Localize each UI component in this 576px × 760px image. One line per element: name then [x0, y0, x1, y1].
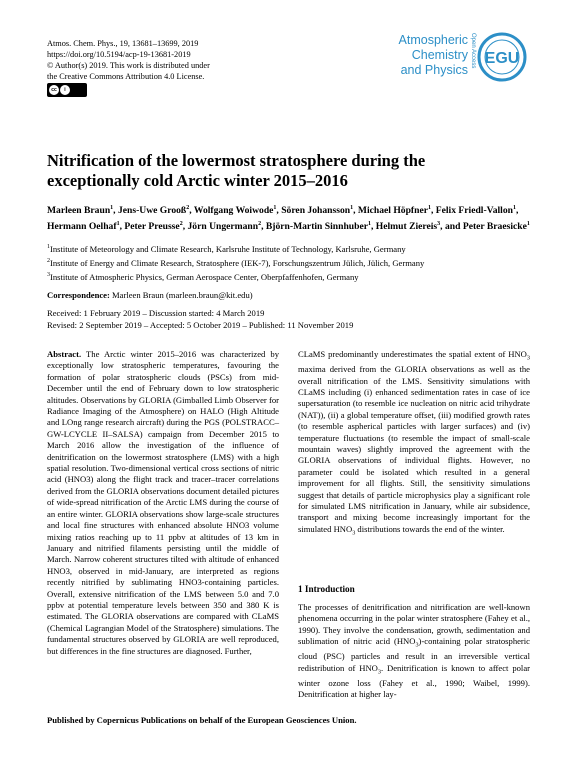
author-name: Wolfgang Woiwode [193, 205, 274, 217]
author-name: Jens-Uwe Grooß [117, 205, 187, 217]
doi-link[interactable]: https://doi.org/10.5194/acp-19-13681-2019 [47, 50, 191, 59]
author-affiliation-marker: 1 [273, 205, 277, 211]
publisher-footer: Published by Copernicus Publications on behalf of the European Geosciences Union. [47, 715, 357, 725]
license: the Creative Commons Attribution 4.0 License. [47, 72, 205, 81]
author-affiliation-marker: 2 [186, 205, 190, 211]
author-name: Peter Preusse [124, 220, 180, 232]
author-name: Björn-Martin Sinnhuber [265, 220, 368, 232]
correspondence [47, 290, 537, 300]
citation: Atmos. Chem. Phys., 19, 13681–13699, 2019 [47, 39, 199, 48]
section-heading-introduction: 1 Introduction [298, 584, 355, 594]
author-name: Marleen Braun [47, 205, 111, 217]
author-affiliation-marker: 3 [437, 220, 441, 227]
correspondence-label: Correspondence: [47, 290, 110, 300]
cc-by-license-icon[interactable] [47, 83, 87, 97]
open-access-label: Open Access [470, 33, 476, 69]
egu-logo-icon [476, 32, 528, 82]
author-affiliation-marker: 1 [526, 220, 530, 227]
author-affiliation-marker: 2 [258, 220, 262, 227]
abstract-text: The Arctic winter 2015–2016 was characterized by exceptionally low stratospheric temperatures, favouring the formation of polar stratospheric clouds (PSCs) from mid-December until the end of February down to low stratospheric altitudes. Observations by GLORIA (Gimballed Limb Observer for Radiance Imaging of the Atmosphere) on HALO (High Altitude and LOng range research aircraft) during the PGS (POLSTRACC–GW-LCYCLE II–SALSA) campaign from December 2015 to March 2016 allow the investigation of the influence of denitrification on the lowermost stratosphere (LMS) with a high spatial resolution. Two-dimensional vertical cross sections of nitric acid (HNO3) along the flight track and tracer–tracer correlations derived from the GLORIA observations document detailed pictures of wide-spread nitrification of the Arctic LMS during the course of an entire winter. GLORIA observations show large-scale structures and local fine structures with enhanced absolute HNO3 volume mixing ratios reaching up to 11 ppbv at altitudes of 13 km in January and nitrified filaments persisting until the middle of March. Narrow coherent structures tilted with altitude of enhanced HNO3, observed in mid-January, are interpreted as regions recently nitrified by sublimating HNO3-containing particles. Overall, extensive nitrification of the LMS between 5.0 and 7.0 ppbv at potential temperature levels between 350 and 380 K is estimated. The GLORIA observations are compared with CLaMS (Chemical Lagrangian Model of the Stratosphere) simulations. The fundamental structures observed by GLORIA are well reproduced, but differences in the fine structures are diagnosed. Further, [47, 349, 279, 656]
author-affiliation-marker: 1 [350, 205, 354, 211]
egu-logo-text: EGU [484, 50, 520, 67]
author-affiliation-marker: 1 [110, 205, 114, 211]
author-affiliation-marker: 1 [368, 220, 371, 227]
author-name: Helmut Ziereis [375, 220, 438, 232]
affiliations [47, 241, 537, 283]
author-affiliation-marker: 2 [179, 220, 183, 227]
affiliation-item: $^3$Institute of Atmospheric Physics, German Aerospace Center, Oberpfaffenhofen, Germany [47, 271, 359, 282]
author-name: Michael Höpfner [357, 205, 428, 217]
cc-icon: cc [49, 85, 59, 95]
author-affiliation-marker: 1 [512, 205, 516, 211]
author-name: Hermann Oelhaf [47, 220, 117, 232]
abstract-continued: CLaMS predominantly underestimates the spatial extent of $HNO_3$ maxima derived from the GLORIA observations as well as the overall nitrification of the LMS. Sensitivity simulations with CLaMS including (i) enhanced sedimentation rates in case of ice supersaturation (to resemble ice nucleation on nitric acid trihydrate (NAT)), (ii) a global temperature offset, (iii) modified growth rates (to resemble aspherical particles with larger surfaces) and (iv) temperature fluctuations (to resemble the impact of small-scale mountain waves) slightly improved the agreement with the GLORIA observations of individual flights. However, no parameter could be isolated which resulted in a general improvement for all flights. Still, the sensitivity simulations suggest that details of particle microphysics play a significant role for simulated LMS nitrification in January, while air subsidence, transport and mixing become increasingly important for the simulated $HNO_3$ distributions towards the end of the winter. [298, 349, 530, 537]
abstract [47, 349, 279, 657]
author-affiliation-marker: 1 [116, 220, 120, 227]
copyright: © Author(s) 2019. This work is distributed under [47, 61, 210, 70]
author-affiliation-marker: 1 [427, 205, 431, 211]
citation-header [47, 38, 210, 82]
journal-name: Atmospheric Chemistry and Physics [398, 33, 468, 77]
author-name: Jörn Ungermann [187, 220, 259, 232]
by-icon: i [60, 85, 70, 95]
author-name: Peter Braesicke [462, 220, 527, 232]
author-name: Felix Friedl-Vallon [435, 205, 513, 217]
affiliation-item: $^1$Institute of Meteorology and Climate Research, Karlsruhe Institute of Technology, Karlsruhe, Germany [47, 243, 406, 254]
publication-dates: Received: 1 February 2019 – Discussion started: 4 March 2019 Revised: 2 September 2019 – Accepted: 5 October 2019 – Published: 11 November 2019 [47, 308, 354, 330]
affiliation-item: $^2$Institute of Energy and Climate Research, Stratosphere (IEK-7), Forschungszentrum Jülich, Jülich, Germany [47, 257, 425, 268]
paper-title: Nitrification of the lowermost stratosphere during the exceptionally cold Arctic winter 2015–2016 [47, 151, 426, 190]
introduction-text: The processes of denitrification and nitrification are well-known phenomena occurring in the polar winter stratosphere (Fahey et al., 1990). They involve the condensation, growth, sedimentation and sublimation of nitric acid $(HNO_3)$-containing polar stratospheric cloud (PSC) particles and result in an irreversible vertical redistribution of $HNO_3$. Denitrification is known to affect polar winter ozone loss (Fahey et al., 1990; Waibel, 1999). Denitrification at higher lay- [298, 602, 530, 700]
abstract-label: Abstract. [47, 349, 82, 359]
author-list: Marleen Braun$^1$, Jens-Uwe Grooß$^2$, Wolfgang Woiwode$^1$, Sören Johansson$^1$, Michael Höpfner$^1$, Felix Friedl-Vallon$^1$, Hermann Oelhaf$^1$, Peter Preusse$^2$, Jörn Ungermann$^2$, Björn-Martin Sinnhuber$^1$, Helmut Ziereis$^3$, and Peter Braesicke$^1$ [47, 205, 530, 232]
correspondence-text[interactable]: Marleen Braun (marleen.braun@kit.edu) [112, 290, 253, 300]
author-name: Sören Johansson [281, 205, 351, 217]
